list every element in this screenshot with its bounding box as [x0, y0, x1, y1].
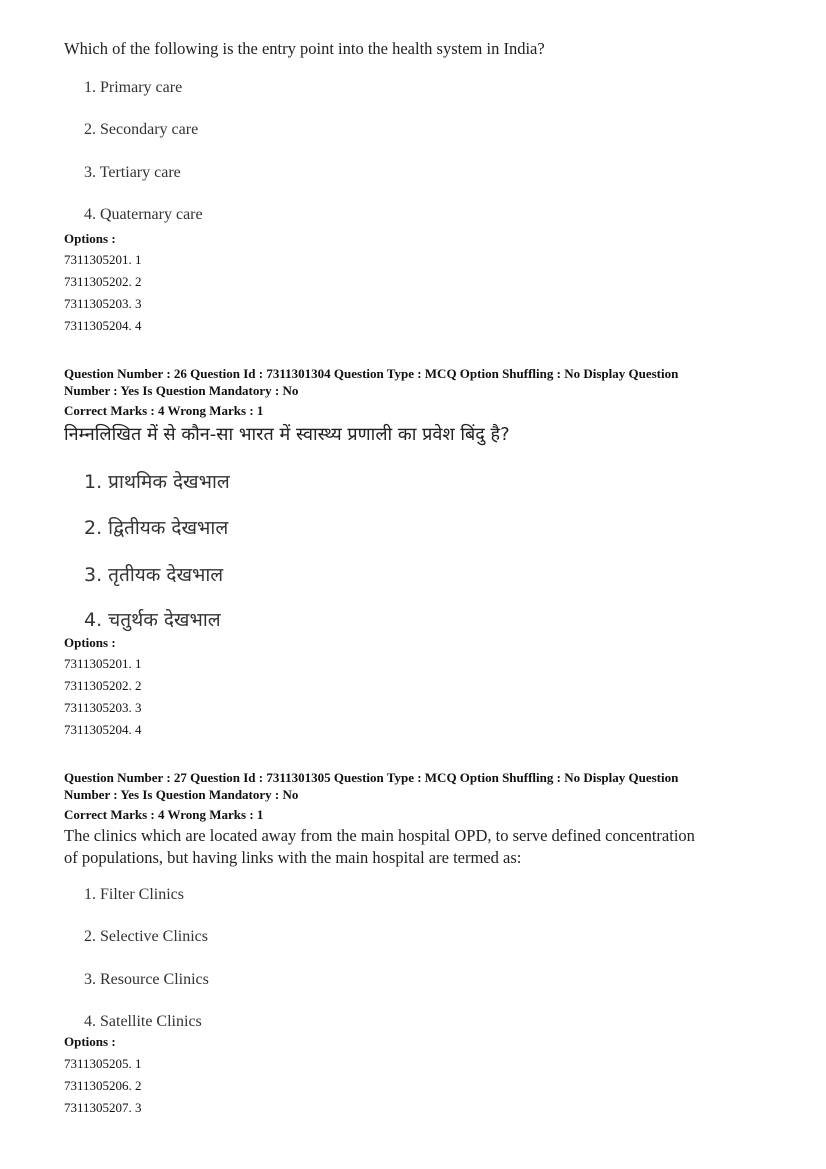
- q27-option-id-1: 7311305205. 1: [64, 1056, 142, 1071]
- question-26-text: निम्नलिखित में से कौन-सा भारत में स्वास्थ्य प्रणाली का प्रवेश बिंदु है?: [64, 424, 510, 445]
- q27-text-line1: The clinics which are located away from the main hospital OPD, to serve defined concentration: [64, 826, 695, 845]
- q26-marks: Correct Marks : 4 Wrong Marks : 1: [64, 403, 264, 418]
- q27-meta-line1: Question Number : 27 Question Id : 7311301305 Question Type : MCQ Option Shuffling : No Display Question: [64, 770, 679, 785]
- q25-option-id-4: 7311305204. 4: [64, 318, 142, 333]
- q26-option-id-4: 7311305204. 4: [64, 722, 142, 737]
- q25-option-id-1: 7311305201. 1: [64, 252, 142, 267]
- q27-text-line2: of populations, but having links with the main hospital are termed as:: [64, 848, 522, 867]
- q26-meta-line1: Question Number : 26 Question Id : 7311301304 Question Type : MCQ Option Shuffling : No Display Question: [64, 366, 679, 381]
- q27-option-id-3: 7311305207. 3: [64, 1100, 142, 1115]
- q26-option-1: 1. प्राथमिक देखभाल: [84, 471, 230, 493]
- q25-option-3: 3. Tertiary care: [84, 164, 181, 181]
- q25-option-id-3: 7311305203. 3: [64, 296, 142, 311]
- q27-option-1: 1. Filter Clinics: [84, 886, 184, 903]
- q27-option-3: 3. Resource Clinics: [84, 971, 209, 988]
- q26-option-4: 4. चतुर्थक देखभाल: [84, 609, 221, 631]
- question-25-text: Which of the following is the entry point into the health system in India?: [64, 39, 545, 58]
- q26-option-3: 3. तृतीयक देखभाल: [84, 564, 224, 586]
- q25-option-4: 4. Quaternary care: [84, 206, 203, 223]
- q25-option-2: 2. Secondary care: [84, 121, 199, 138]
- q25-options-label: Options :: [64, 231, 116, 246]
- q27-options-label: Options :: [64, 1034, 116, 1049]
- q25-option-id-2: 7311305202. 2: [64, 274, 142, 289]
- q27-meta: [64, 769, 774, 823]
- q26-option-id-2: 7311305202. 2: [64, 678, 142, 693]
- q27-marks: Correct Marks : 4 Wrong Marks : 1: [64, 807, 264, 822]
- q26-options-label: Options :: [64, 635, 116, 650]
- q27-meta-line2: Number : Yes Is Question Mandatory : No: [64, 787, 299, 802]
- q26-meta-line2: Number : Yes Is Question Mandatory : No: [64, 383, 299, 398]
- question-27-text: [64, 825, 695, 869]
- q26-option-id-1: 7311305201. 1: [64, 656, 142, 671]
- q26-meta: [64, 365, 774, 419]
- q26-option-id-3: 7311305203. 3: [64, 700, 142, 715]
- q26-option-2: 2. द्वितीयक देखभाल: [84, 517, 229, 539]
- q27-option-4: 4. Satellite Clinics: [84, 1013, 202, 1030]
- q27-option-id-2: 7311305206. 2: [64, 1078, 142, 1093]
- q25-option-1: 1. Primary care: [84, 79, 183, 96]
- q27-option-2: 2. Selective Clinics: [84, 928, 208, 945]
